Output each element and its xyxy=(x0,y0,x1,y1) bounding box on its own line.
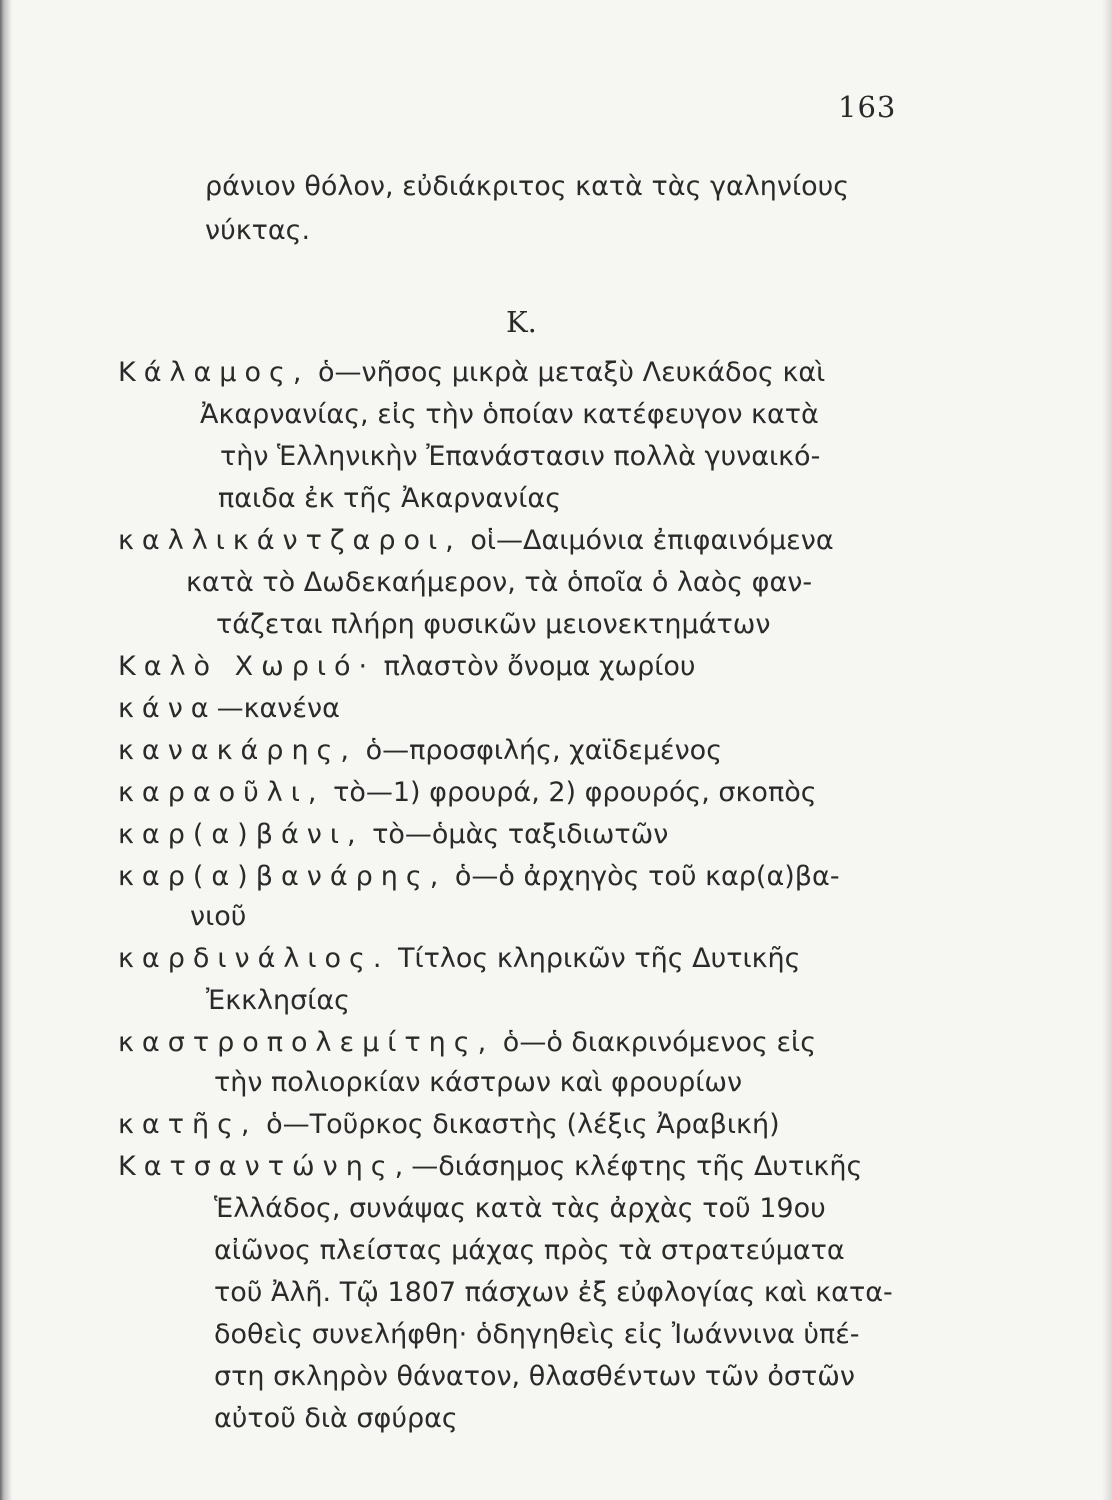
entry-definition: ὁ—ὁ διακρινόμενος εἰς xyxy=(502,1027,817,1058)
entry-headword: Καλὸ Χωριό· xyxy=(118,651,376,682)
continuation-line: ράνιον θόλον, εὐδιάκριτος κατὰ τὰς γαληνίους xyxy=(205,171,850,202)
entry-headword: καρδινάλιος. xyxy=(118,943,390,974)
entry-definition: —διάσημος κλέφτης τῆς Δυτικῆς xyxy=(411,1151,863,1182)
entry-definition: ὁ—νῆσος μικρὰ μεταξὺ Λευκάδος καὶ xyxy=(318,357,826,388)
entry-continuation-line: δοθεὶς συνελήφθη· ὁδηγηθεὶς εἰς Ἰωάννινα ὑπέ- xyxy=(214,1319,860,1350)
dictionary-entry-line xyxy=(118,1026,816,1060)
entry-continuation-line: Ἀκαρνανίας, εἰς τὴν ὁποίαν κατέφευγον κατὰ xyxy=(200,399,819,430)
entry-headword: καρ(α)βάνι, xyxy=(118,819,364,850)
dictionary-entry-line xyxy=(118,776,817,810)
entry-continuation-line: αὐτοῦ διὰ σφύρας xyxy=(214,1403,458,1434)
entry-headword: κανακάρης, xyxy=(118,735,357,766)
entry-continuation-line: τάζεται πλήρη φυσικῶν μειονεκτημάτων xyxy=(216,609,771,640)
page-edge xyxy=(1102,0,1112,1500)
entry-headword: καραοῦλι, xyxy=(118,777,325,808)
dictionary-entry-line xyxy=(118,356,825,390)
dictionary-entry-line xyxy=(118,942,800,976)
entry-continuation-line: τὴν πολιορκίαν κάστρων καὶ φρουρίων xyxy=(214,1067,743,1098)
entry-continuation-line: Ἐκκλησίας xyxy=(206,985,351,1016)
entry-definition: ὁ—προσφιλής, χαϊδεμένος xyxy=(365,735,723,766)
dictionary-entry-line xyxy=(118,860,840,894)
entry-headword: κατῆς, xyxy=(118,1109,258,1140)
dictionary-entry-line xyxy=(118,692,340,726)
entry-headword: καστροπολεμίτης, xyxy=(118,1027,495,1058)
entry-headword: Κατσαντώνης, xyxy=(118,1151,412,1182)
entry-continuation-line: νιοῦ xyxy=(190,901,247,932)
entry-headword: καρ(α)βανάρης, xyxy=(118,861,447,892)
entry-continuation-line: στη σκληρὸν θάνατον, θλασθέντων τῶν ὀστῶν xyxy=(214,1361,855,1392)
entry-headword: Κάλαμος, xyxy=(118,357,310,388)
entry-headword: κάνα xyxy=(118,693,217,724)
entry-continuation-line: τοῦ Ἀλῆ. Τῷ 1807 πάσχων ἐξ εὐφλογίας καὶ κατα- xyxy=(214,1277,893,1308)
entry-definition: ὁ—ὁ ἀρχηγὸς τοῦ καρ(α)βα- xyxy=(454,861,840,892)
dictionary-entry-line xyxy=(118,650,696,684)
entry-continuation-line: αἰῶνος πλείστας μάχας πρὸς τὰ στρατεύματα xyxy=(214,1235,845,1266)
section-heading: Κ. xyxy=(506,305,537,339)
entry-continuation-line: κατὰ τὸ Δωδεκαήμερον, τὰ ὁποῖα ὁ λαὸς φαν- xyxy=(186,567,813,598)
entry-headword: καλλικάντζαροι, xyxy=(118,525,462,556)
entry-definition: πλαστὸν ὄνομα χωρίου xyxy=(383,651,696,682)
page-binding-shadow xyxy=(0,0,12,1500)
entry-continuation-line: τὴν Ἑλληνικὴν Ἐπανάστασιν πολλὰ γυναικό- xyxy=(220,441,821,472)
entry-definition: οἱ—Δαιμόνια ἐπιφαινόμενα xyxy=(470,525,834,556)
dictionary-entry-line xyxy=(118,524,834,558)
dictionary-entry-line xyxy=(118,734,722,768)
page-number: 163 xyxy=(838,90,897,124)
dictionary-entry-line xyxy=(118,818,668,852)
entry-definition: Τίτλος κληρικῶν τῆς Δυτικῆς xyxy=(398,943,801,974)
dictionary-entry-line xyxy=(118,1108,780,1142)
entry-definition: τὸ—1) φρουρά, 2) φρουρός, σκοπὸς xyxy=(333,777,817,808)
entry-definition: ὁ—Τοῦρκος δικαστὴς (λέξις Ἀραβική) xyxy=(266,1109,780,1140)
entry-continuation-line: παιδα ἐκ τῆς Ἀκαρνανίας xyxy=(218,483,562,514)
continuation-line: νύκτας. xyxy=(205,215,311,246)
entry-definition: —κανένα xyxy=(216,693,340,724)
entry-definition: τὸ—ὁμὰς ταξιδιωτῶν xyxy=(372,819,669,850)
entry-continuation-line: Ἑλλάδος, συνάψας κατὰ τὰς ἀρχὰς τοῦ 19ου xyxy=(214,1193,826,1224)
dictionary-entry-line xyxy=(118,1150,862,1184)
